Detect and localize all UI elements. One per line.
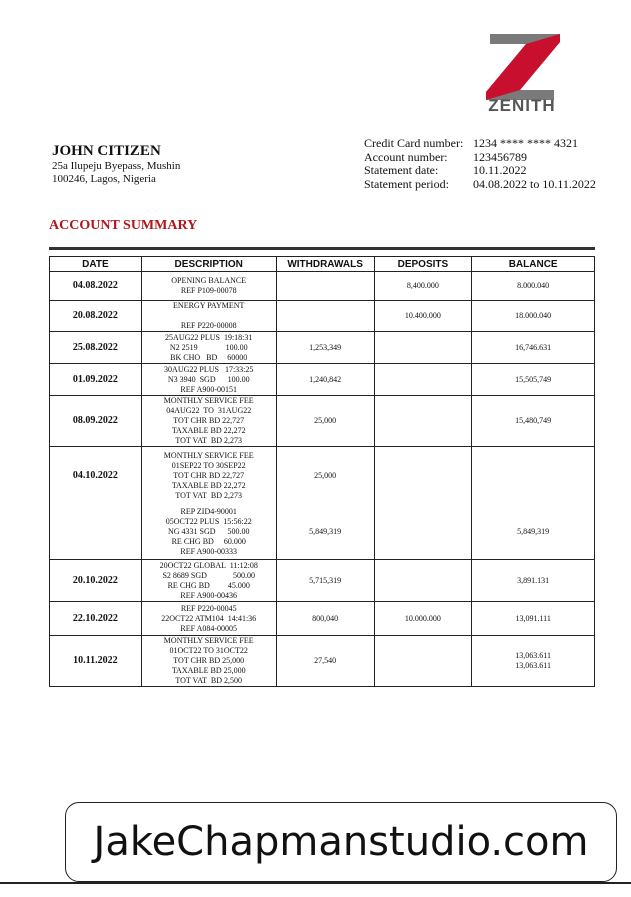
column-header-withdrawals: WITHDRAWALS: [276, 257, 374, 272]
table-row: [50, 364, 595, 396]
column-header-description: DESCRIPTION: [141, 257, 276, 272]
description-line: TAXABLE BD 22,272: [171, 426, 246, 435]
cell-deposits: 8,400.000: [374, 272, 472, 301]
statement-row: [364, 178, 596, 192]
table-header-row: [50, 257, 595, 272]
description-line: REF A900-00333: [180, 546, 238, 556]
cell-balance: 16,746.631: [472, 332, 595, 364]
statement-value: 1234 **** **** 4321: [473, 136, 578, 150]
statement-label: Account number:: [364, 149, 448, 164]
cell-date: 25.08.2022: [50, 332, 142, 364]
cell-balance: 5,849,319: [472, 505, 595, 560]
column-header-deposits: DEPOSITS: [374, 257, 472, 272]
divider: [49, 247, 595, 250]
description-line: TAXABLE BD 25,000: [171, 666, 246, 675]
description-line: MONTHLY SERVICE FEE: [163, 636, 254, 645]
watermark: JakeChapmanstudio.com: [65, 802, 617, 882]
footer-divider: [0, 882, 631, 884]
cell-deposits: [374, 560, 472, 602]
statement-value: 123456789: [473, 149, 527, 164]
cell-description: [141, 332, 276, 364]
cell-deposits: [374, 447, 472, 505]
statement-row: [364, 137, 596, 151]
column-header-balance: BALANCE: [472, 257, 595, 272]
cell-date: 01.09.2022: [50, 364, 142, 396]
cell-description: [141, 396, 276, 447]
cell-deposits: [374, 396, 472, 447]
description-line: MONTHLY SERVICE FEE: [163, 396, 254, 405]
statement-value: 10.11.2022: [473, 163, 527, 177]
customer-name: JOHN CITIZEN: [52, 143, 161, 159]
cell-withdrawals: 5,849,319: [276, 505, 374, 560]
cell-date: 04.08.2022: [50, 272, 142, 301]
cell-deposits: [374, 332, 472, 364]
table-row: [50, 636, 595, 687]
customer-address: [52, 160, 180, 186]
table-row: [50, 560, 595, 602]
table-row: [50, 272, 595, 301]
cell-balance: 13,091.111: [472, 602, 595, 636]
transactions-table: [49, 256, 595, 687]
cell-balance: 15,480,749: [472, 396, 595, 447]
table-body: [50, 272, 595, 687]
description-line: 20OCT22 GLOBAL 11:12:08: [159, 560, 258, 570]
description-line: 30AUG22 PLUS 17:33:25: [164, 364, 254, 374]
cell-balance: [472, 447, 595, 505]
statement-label: Credit Card number:: [364, 136, 464, 150]
cell-description: [141, 364, 276, 396]
description-line: N3 3940 SGD 100.00: [167, 374, 250, 384]
description-line: TOT CHR BD 22,727: [173, 416, 245, 425]
address-line-1: 25a Ilupeju Byepass, Mushin: [52, 160, 181, 172]
cell-date: 08.09.2022: [50, 396, 142, 447]
cell-withdrawals: [276, 301, 374, 332]
column-header-date: DATE: [50, 257, 142, 272]
description-line: 25AUG22 PLUS 19:18:31: [165, 332, 253, 342]
cell-balance: 15,505,749: [472, 364, 595, 396]
cell-date: 22.10.2022: [50, 602, 142, 636]
description-line: REF P220-00008: [180, 321, 237, 330]
description-line: NG 4331 SGD 500.00: [167, 526, 250, 536]
cell-date: 04.10.2022: [50, 447, 142, 505]
table-row: [50, 301, 595, 332]
cell-description: [141, 602, 276, 636]
cell-deposits: 10.400.000: [374, 301, 472, 332]
description-line: 01SEP22 TO 30SEP22: [171, 460, 246, 470]
table-row: [50, 332, 595, 364]
table-row: [50, 505, 595, 560]
cell-deposits: [374, 505, 472, 560]
cell-withdrawals: [276, 272, 374, 301]
cell-description: [141, 505, 276, 560]
cell-date: 20.08.2022: [50, 301, 142, 332]
description-line: TOT CHR BD 25,000: [173, 656, 245, 665]
description-line: RE CHG BD 60.000: [171, 536, 246, 546]
description-line: RE CHG BD 45.000: [167, 580, 250, 590]
statement-row: [364, 151, 596, 165]
statement-row: [364, 164, 596, 178]
cell-description: [141, 301, 276, 332]
description-line: TOT VAT BD 2,273: [175, 436, 243, 445]
cell-withdrawals: 25,000: [276, 447, 374, 505]
statement-value: 04.08.2022 to 10.11.2022: [473, 176, 596, 191]
cell-balance: 8.000.040: [472, 272, 595, 301]
description-line: REF A900-00436: [180, 590, 238, 600]
description-line: TOT VAT BD 2,500: [175, 676, 243, 685]
description-line: [144, 311, 274, 321]
description-line: N2 2519 100.00: [169, 342, 248, 352]
cell-deposits: 10.000.000: [374, 602, 472, 636]
description-line: TOT CHR BD 22,727: [173, 470, 245, 480]
cell-balance: 18.000.040: [472, 301, 595, 332]
description-line: ENERGY PAYMENT: [173, 301, 245, 310]
cell-description: [141, 560, 276, 602]
description-line: REF A084-00005: [180, 623, 238, 633]
description-line: 01OCT22 TO 31OCT22: [169, 646, 248, 655]
section-title: ACCOUNT SUMMARY: [49, 218, 198, 233]
table-row: [50, 602, 595, 636]
cell-description: [141, 636, 276, 687]
table-row: [50, 447, 595, 505]
cell-withdrawals: 1,253,349: [276, 332, 374, 364]
bank-logo-text: ZENITH: [488, 96, 556, 115]
cell-withdrawals: 800,040: [276, 602, 374, 636]
description-line: BK CHO BD 60000: [170, 352, 248, 362]
description-line: REF P109-00078: [180, 286, 237, 295]
statement-details: [364, 137, 596, 191]
statement-label: Statement period:: [364, 176, 449, 191]
cell-date: 10.11.2022: [50, 636, 142, 687]
description-line: S2 8689 SGD 500.00: [162, 570, 255, 580]
address-line-2: 100246, Lagos, Nigeria: [52, 173, 156, 185]
description-line: REF P220-00045: [180, 603, 237, 613]
cell-date: 20.10.2022: [50, 560, 142, 602]
description-line: OPENING BALANCE: [171, 276, 247, 285]
cell-withdrawals: 25,000: [276, 396, 374, 447]
cell-balance: 13,063.611 13,063.611: [472, 636, 595, 687]
cell-deposits: [374, 364, 472, 396]
table-row: [50, 396, 595, 447]
cell-withdrawals: 5,715,319: [276, 560, 374, 602]
description-line: 04AUG22 TO 31AUG22: [166, 406, 252, 415]
description-line: REP ZID4-90001: [180, 506, 237, 516]
cell-deposits: [374, 636, 472, 687]
cell-withdrawals: 1,240,842: [276, 364, 374, 396]
description-line: TAXABLE BD 22,272: [171, 480, 246, 490]
cell-withdrawals: 27,540: [276, 636, 374, 687]
description-line: REF A900-00151: [180, 384, 238, 394]
description-line: TOT VAT BD 2,273: [175, 490, 243, 500]
description-line: MONTHLY SERVICE FEE: [163, 450, 254, 460]
description-line: 05OCT22 PLUS 15:56:22: [165, 516, 252, 526]
description-line: 22OCT22 ATM104 14:41:36: [161, 613, 257, 623]
cell-date: [50, 505, 142, 560]
cell-description: [141, 447, 276, 505]
statement-label: Statement date:: [364, 163, 439, 177]
cell-description: [141, 272, 276, 301]
cell-balance: 3,891.131: [472, 560, 595, 602]
